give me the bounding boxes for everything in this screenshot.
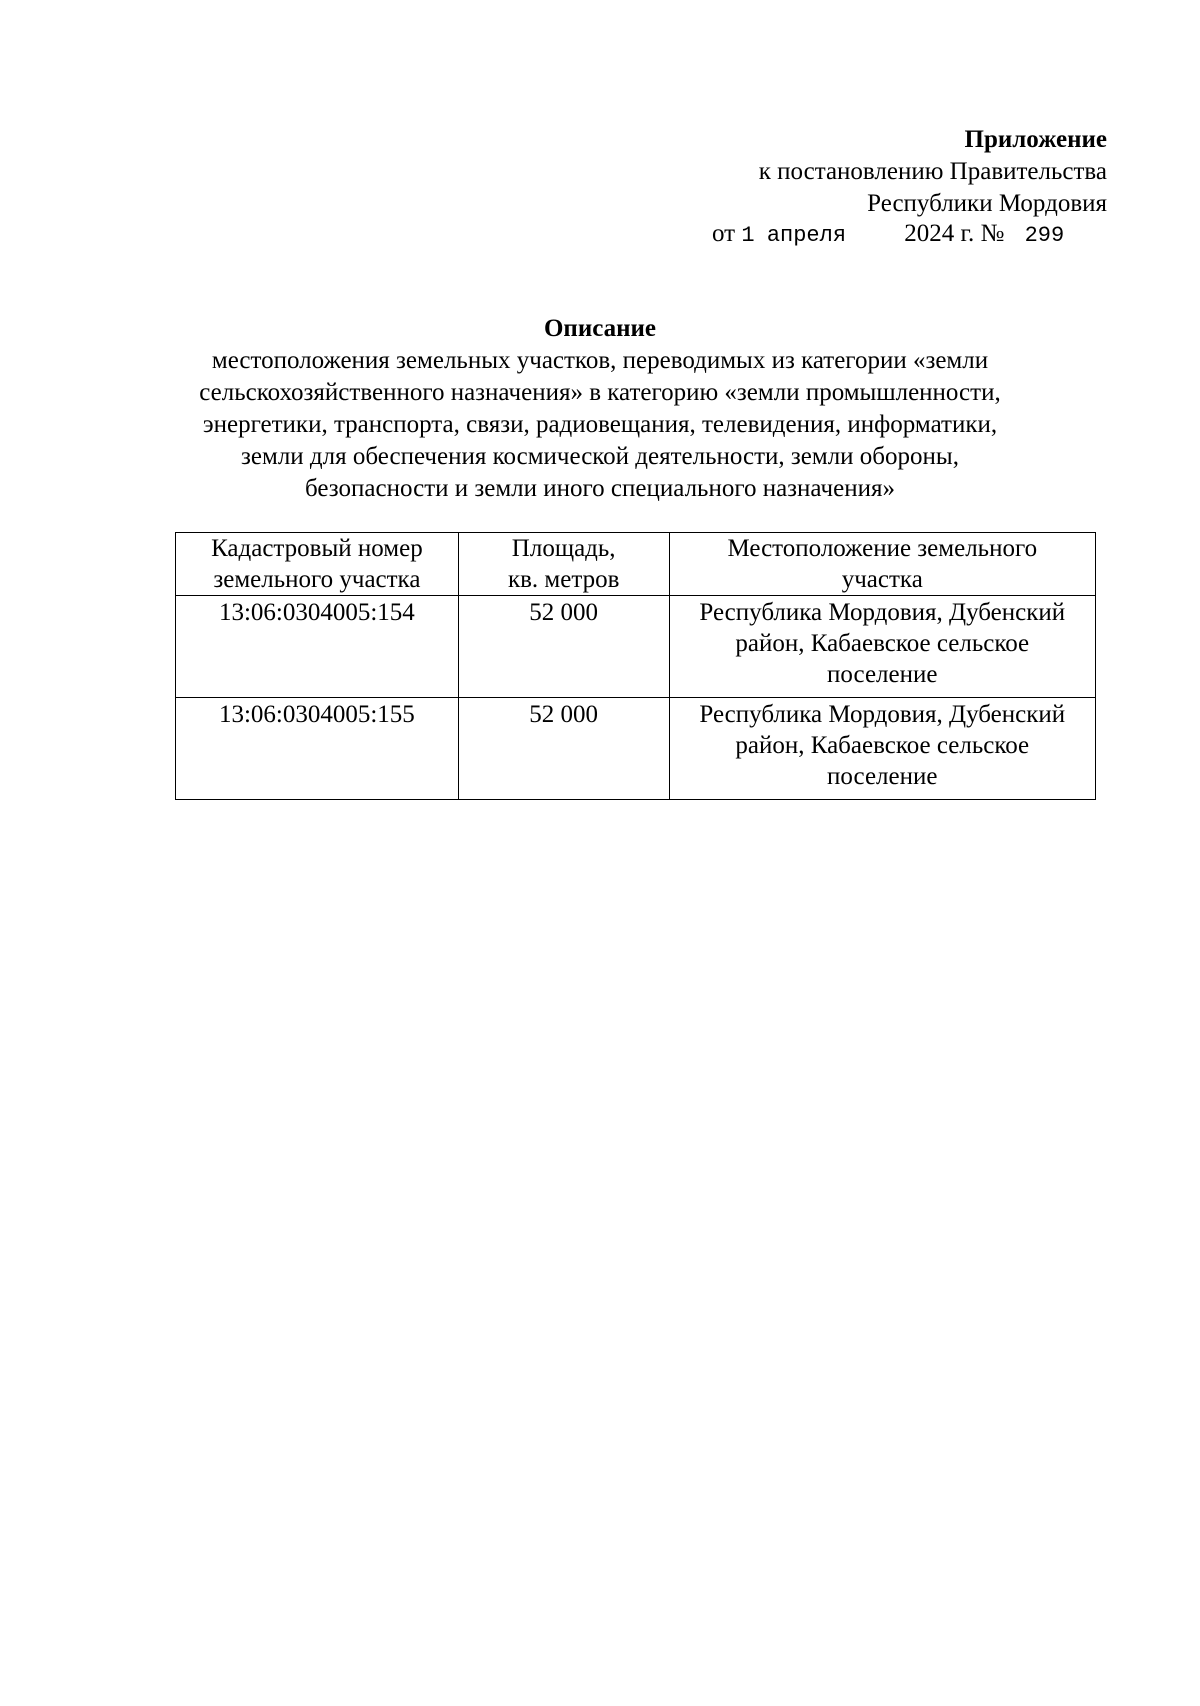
appendix-line-1: к постановлению Правительства (758, 158, 1107, 185)
location-line: поселение (827, 661, 938, 688)
header-text: кв. метров (507, 566, 620, 593)
document-title: Описание (543, 315, 657, 342)
table-row (176, 698, 1096, 800)
cell-cadastral-number: 13:06:0304005:154 (176, 596, 459, 698)
header-location (669, 533, 1095, 596)
appendix-line-2: Республики Мордовия (867, 190, 1107, 217)
table-header-row (176, 533, 1096, 596)
location-line: район, Кабаевское сельское (735, 630, 1030, 657)
subtitle-line: безопасности и земли иного специального назначения» (305, 475, 895, 502)
appendix-block (759, 124, 1107, 220)
cell-location (669, 698, 1095, 800)
cell-location (669, 596, 1095, 698)
cell-area: 52 000 (458, 596, 669, 698)
subtitle-line: сельскохозяйственного назначения» в категорию «земли промышленности, (199, 379, 1001, 406)
location-line: район, Кабаевское сельское (735, 732, 1030, 759)
header-area (458, 533, 669, 596)
location-line: Республика Мордовия, Дубенский (699, 599, 1066, 626)
document-title-block (150, 313, 1050, 505)
subtitle-line: местоположения земельных участков, переводимых из категории «земли (211, 347, 989, 374)
parcels-table (175, 532, 1096, 800)
date-day: 1 (741, 223, 755, 248)
header-text: участка (841, 566, 923, 593)
date-year-number-label: 2024 г. № (904, 220, 1005, 247)
cell-area: 52 000 (458, 698, 669, 800)
location-line: Республика Мордовия, Дубенский (699, 701, 1066, 728)
location-line: поселение (827, 763, 938, 790)
header-cadastral-number (176, 533, 459, 596)
decree-dateline (712, 218, 1064, 252)
appendix-heading: Приложение (964, 126, 1107, 153)
subtitle-line: земли для обеспечения космической деятельности, земли обороны, (241, 443, 959, 470)
header-text: земельного участка (213, 566, 421, 593)
header-text: Местоположение земельного (727, 535, 1038, 562)
date-prefix: от (712, 220, 736, 247)
date-month: апреля (766, 223, 847, 248)
header-text: Площадь, (511, 535, 616, 562)
header-text: Кадастровый номер (211, 535, 423, 562)
subtitle-line: энергетики, транспорта, связи, радиовещания, телевидения, информатики, (202, 411, 998, 438)
cell-cadastral-number: 13:06:0304005:155 (176, 698, 459, 800)
table-row (176, 596, 1096, 698)
decree-number: 299 (1024, 223, 1065, 248)
